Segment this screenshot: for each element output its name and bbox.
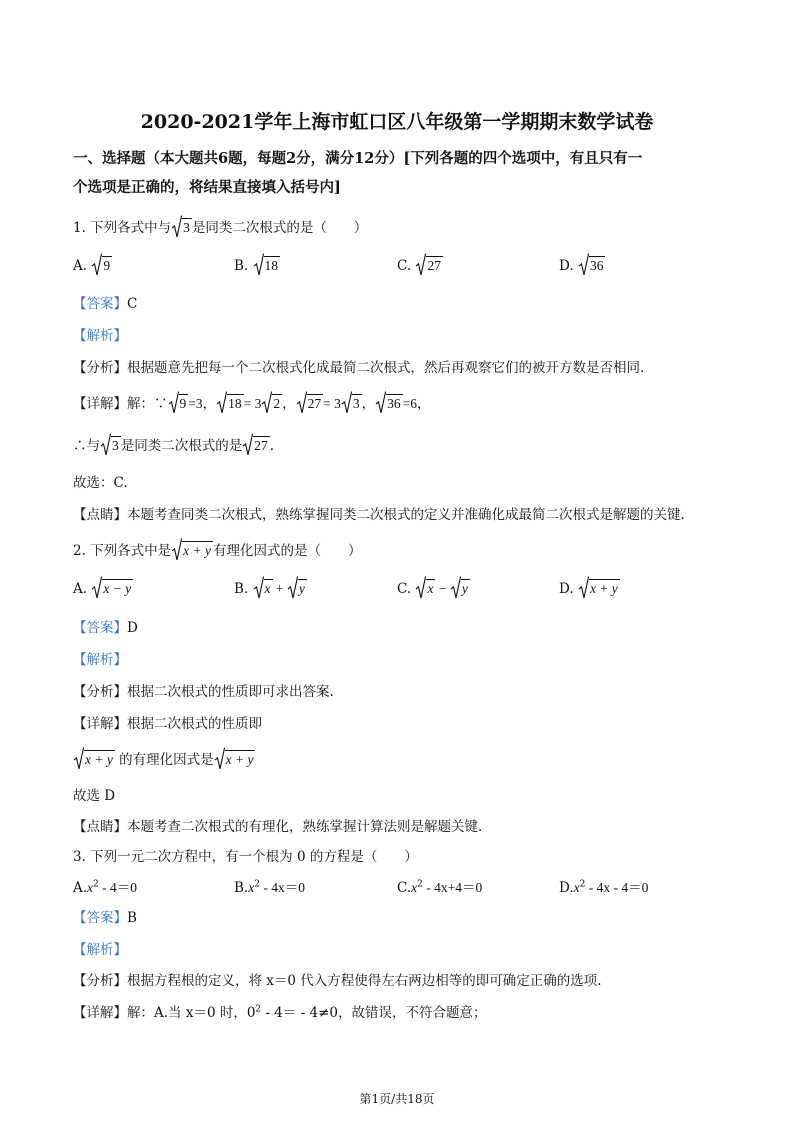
detail-tag: 【详解】 xyxy=(73,716,127,732)
option-label: C. xyxy=(397,880,412,896)
option-var: x xyxy=(87,880,94,895)
detail-text: 根据二次根式的性质即 xyxy=(127,716,262,732)
option-label: A. xyxy=(73,258,88,274)
radicand: 18 xyxy=(228,396,242,411)
radicand: 27 xyxy=(307,396,322,411)
q1-therefore xyxy=(73,434,274,454)
q2-stem-text: 2. 下列各式中是 xyxy=(73,543,172,559)
option-text: - 4x＝0 xyxy=(259,880,305,895)
answer-value: D xyxy=(127,620,138,636)
option-var: x xyxy=(573,880,580,895)
analysis-tag: 【分析】 xyxy=(73,973,127,989)
sqrt-symbol xyxy=(172,541,213,559)
option-text: - 4＝0 xyxy=(98,880,138,895)
option-label: D. xyxy=(559,581,574,597)
option-label: D. xyxy=(559,258,574,274)
q3-detail xyxy=(73,1001,487,1021)
radicand: 3 xyxy=(352,396,360,411)
option-label: B. xyxy=(234,258,249,274)
sqrt-symbol xyxy=(243,436,270,454)
detail-text: - 4＝ - 4≠0，故错误，不符合题意； xyxy=(261,1005,487,1021)
q1-detail xyxy=(73,392,431,412)
q1-option-b xyxy=(234,256,280,274)
q3-option-a xyxy=(73,876,137,896)
option-var: x xyxy=(248,880,255,895)
sqrt-symbol xyxy=(579,256,606,274)
radicand: 2 xyxy=(273,396,281,411)
q2-option-c xyxy=(397,579,470,597)
sqrt-symbol xyxy=(254,579,273,597)
sqrt-symbol xyxy=(92,579,133,597)
operator: − xyxy=(435,581,450,596)
detail-text: = 3 xyxy=(323,396,341,411)
therefore-text: 是同类二次根式的是 xyxy=(120,438,243,454)
q1-option-c xyxy=(397,256,443,274)
q2-option-d xyxy=(559,579,620,597)
sqrt-symbol xyxy=(254,256,281,274)
option-var: x xyxy=(411,880,418,895)
radicand: x − y xyxy=(103,581,132,596)
sqrt-symbol xyxy=(169,394,189,412)
detail-exponent: 2 xyxy=(255,1004,262,1015)
q3-analysis xyxy=(73,969,602,989)
option-text: - 4x+4＝0 xyxy=(422,880,483,895)
page-title: 2020-2021学年上海市虹口区八年级第一学期期末数学试卷 xyxy=(140,111,654,133)
therefore-text: . xyxy=(269,438,275,454)
sqrt-symbol xyxy=(579,579,620,597)
q2-stem xyxy=(73,539,362,559)
q1-jiexi-tag: 【解析】 xyxy=(73,328,127,344)
radicand: 9 xyxy=(179,396,187,411)
q1-option-a xyxy=(73,256,112,274)
q1-stem-tail: 是同类二次根式的是（ ） xyxy=(191,220,368,236)
q1-choose: 故选：C. xyxy=(73,475,128,491)
answer-tag: 【答案】 xyxy=(73,620,127,636)
q3-option-c xyxy=(397,876,482,896)
q1-stem-text: 1. 下列各式中与 xyxy=(73,220,172,236)
sqrt-symbol xyxy=(297,394,324,412)
option-exponent: 2 xyxy=(417,879,423,890)
q3-answer xyxy=(73,906,137,926)
q1-stem-radicand: 3 xyxy=(183,220,190,235)
radicand: 36 xyxy=(589,258,604,273)
therefore-text: ∴与 xyxy=(73,438,100,454)
q2-comment xyxy=(73,815,482,835)
operator: + xyxy=(272,581,287,596)
comment-tag: 【点睛】 xyxy=(73,507,127,523)
sqrt-symbol xyxy=(451,579,470,597)
q1-answer xyxy=(73,292,137,312)
detail-tag: 【详解】 xyxy=(73,1005,127,1021)
comment-text: 本题考查同类二次根式，熟练掌握同类二次根式的定义并准确化成最简二次根式是解题的关键. xyxy=(127,507,685,523)
answer-value: C xyxy=(127,296,138,312)
answer-tag: 【答案】 xyxy=(73,296,127,312)
option-exponent: 2 xyxy=(93,879,99,890)
sqrt-symbol xyxy=(92,256,112,274)
sqrt-symbol xyxy=(376,394,403,412)
q1-comment xyxy=(73,503,685,523)
q1-stem xyxy=(73,216,367,236)
detail-text: =3， xyxy=(188,396,217,411)
sqrt-symbol xyxy=(74,750,115,768)
q3-option-d xyxy=(559,876,648,896)
radicand: x + y xyxy=(225,752,254,767)
option-text: - 4x - 4＝0 xyxy=(585,880,649,895)
sqrt-symbol xyxy=(416,579,435,597)
q2-option-b xyxy=(234,579,307,597)
q2-stem-radicand: x + y xyxy=(183,543,212,558)
radicand: 18 xyxy=(264,258,279,273)
q3-option-b xyxy=(234,876,305,896)
q2-rationalizing-line xyxy=(73,748,255,768)
sqrt-symbol xyxy=(288,579,307,597)
option-label: A. xyxy=(73,880,88,896)
q1-option-d xyxy=(559,256,605,274)
sqrt-symbol xyxy=(342,394,362,412)
option-label: D. xyxy=(559,880,574,896)
option-label: B. xyxy=(234,581,249,597)
detail-text: 解：∵ xyxy=(127,396,168,412)
radicand: 27 xyxy=(254,438,268,453)
analysis-text: 根据方程根的定义，将 x＝0 代入方程使得左右两边相等的即可确定正确的选项. xyxy=(127,973,602,989)
page-footer: 第1页/共18页 xyxy=(359,1092,435,1106)
radicand: 9 xyxy=(103,258,111,273)
analysis-text: 根据二次根式的性质即可求出答案. xyxy=(127,684,334,700)
option-exponent: 2 xyxy=(579,879,586,890)
detail-text: ， xyxy=(282,396,296,412)
q2-answer xyxy=(73,616,138,636)
sqrt-symbol xyxy=(101,436,121,454)
option-exponent: 2 xyxy=(254,879,260,890)
radicand: x xyxy=(264,581,271,596)
q2-stem-tail: 有理化因式的是（ ） xyxy=(213,543,362,559)
detail-text: ， xyxy=(361,396,376,412)
q2-analysis xyxy=(73,680,334,700)
option-label: B. xyxy=(234,880,249,896)
option-label: C. xyxy=(397,581,412,597)
sqrt-symbol xyxy=(215,750,256,768)
comment-tag: 【点睛】 xyxy=(73,819,127,835)
sqrt-symbol xyxy=(416,256,443,274)
q2-option-a xyxy=(73,579,133,597)
sqrt-symbol xyxy=(172,218,192,236)
analysis-tag: 【分析】 xyxy=(73,360,127,376)
analysis-text: 根据题意先把每一个二次根式化成最简二次根式，然后再观察它们的被开方数是否相同. xyxy=(127,360,645,376)
section-heading-line1: 一、选择题（本大题共6题，每题2分，满分12分）[下列各题的四个选项中，有且只有一 xyxy=(73,150,643,167)
q3-jiexi-tag: 【解析】 xyxy=(73,942,127,958)
comment-text: 本题考查二次根式的有理化，熟练掌握计算法则是解题关键. xyxy=(127,819,483,835)
detail-text: =6， xyxy=(402,396,431,411)
q1-analysis xyxy=(73,356,644,376)
q2-jiexi-tag: 【解析】 xyxy=(73,652,127,668)
radicand: 36 xyxy=(387,396,401,411)
radicand: 27 xyxy=(427,258,441,273)
sqrt-symbol xyxy=(262,394,282,412)
sqrt-symbol xyxy=(217,394,244,412)
detail-text: = 3 xyxy=(243,396,262,411)
detail-text: 解：A.当 x＝0 时，0 xyxy=(127,1005,256,1021)
analysis-tag: 【分析】 xyxy=(73,684,127,700)
detail-tag: 【详解】 xyxy=(73,396,127,412)
answer-value: B xyxy=(127,910,137,926)
radicand: x + y xyxy=(589,581,618,596)
radicand: 3 xyxy=(112,438,119,453)
option-label: C. xyxy=(397,258,412,274)
radicand: x xyxy=(427,581,434,596)
section-heading-line2: 个选项是正确的，将结果直接填入括号内] xyxy=(73,179,341,196)
answer-tag: 【答案】 xyxy=(73,910,127,926)
line-text: 的有理化因式是 xyxy=(114,752,214,768)
option-label: A. xyxy=(73,581,88,597)
q3-stem: 3. 下列一元二次方程中，有一个根为 0 的方程是（ ） xyxy=(73,849,418,865)
radicand: x + y xyxy=(85,752,113,767)
q2-detail xyxy=(73,712,262,732)
radicand: y xyxy=(461,581,468,596)
q2-choose: 故选 D xyxy=(73,788,116,804)
radicand: y xyxy=(298,581,305,596)
